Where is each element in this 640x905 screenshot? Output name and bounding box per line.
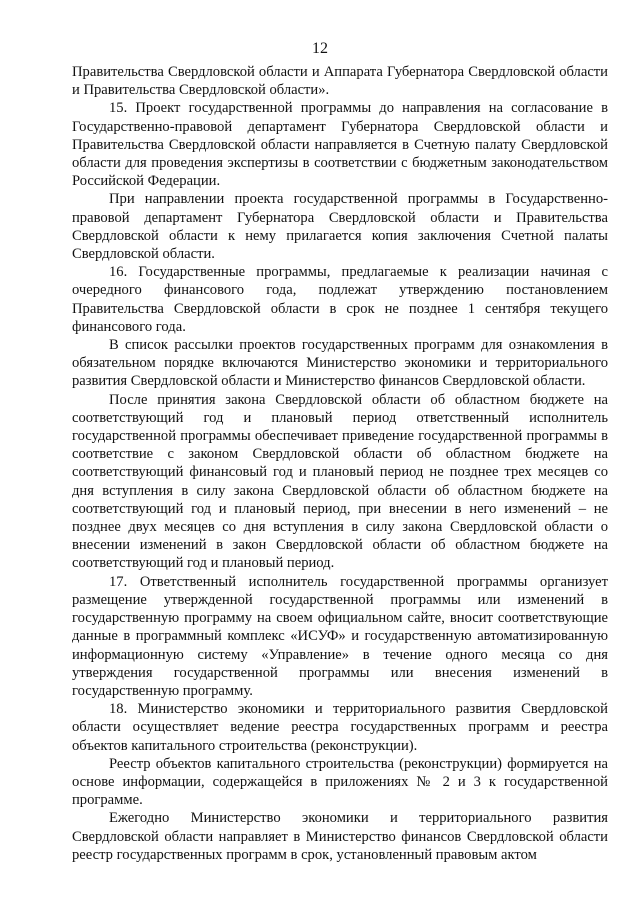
paragraph-continuation: Правительства Свердловской области и Аппарата Губернатора Свердловской области и Правительства Свердловской области».: [72, 64, 608, 99]
paragraph-item-15: 15. Проект государственной программы до направления на согласование в Государственно-правовой департамент Губернатора Свердловской области и Правительства Свердловской области направляется в Счетную палату Свердловской области для проведения экспертизы в соответствии с бюджетным законодательством Российской Федерации.: [72, 100, 608, 190]
paragraph-item-18-annual: Ежегодно Министерство экономики и территориального развития Свердловской области направляет в Министерство финансов Свердловской области реестр государственных программ в срок, установленный правовым актом: [72, 810, 608, 863]
paragraph-item-18-registry: Реестр объектов капитального строительства (реконструкции) формируется на основе информации, содержащейся в приложениях № 2 и 3 к государственной программе.: [72, 755, 608, 809]
document-body: [72, 63, 608, 864]
paragraph-item-18: 18. Министерство экономики и территориального развития Свердловской области осуществляет ведение реестра государственных программ и реестра объектов капитального строительства (реконструкции).: [72, 701, 608, 754]
paragraph-item-16-budget-alignment: После принятия закона Свердловской области об областном бюджете на соответствующий год и плановый период ответственный исполнитель государственной программы обеспечивает приведение государственной программы в соответствие с законом Свердловской области об областном бюджете на соответствующий финансовый год и плановый период не позднее трех месяцев со дня вступления в силу закона Свердловской области об областном бюджете на соответствующий год и плановый период, при внесении в него изменений – не позднее двух месяцев со дня вступления в силу закона Свердловской области о внесении изменений в закон Свердловской области об областном бюджете на соответствующий год и плановый период.: [72, 391, 608, 572]
page-number: 12: [312, 40, 328, 57]
paragraph-item-15-attachment: При направлении проекта государственной программы в Государственно-правовой департамент Губернатора Свердловской области и Правительства Свердловской области к нему прилагается копия заключения Счетной палаты Свердловской области.: [72, 191, 608, 263]
paragraph-item-16: 16. Государственные программы, предлагаемые к реализации начиная с очередного финансового года, подлежат утверждению постановлением Правительства Свердловской области в срок не позднее 1 сентября текущего финансового года.: [72, 264, 608, 335]
paragraph-item-17: 17. Ответственный исполнитель государственной программы организует размещение утвержденной государственной программы или изменений в государственную программу на своем официальном сайте, вносит соответствующие данные в программный комплекс «ИСУФ» и государственную автоматизированную информационную систему «Управление» в течение одного месяца со дня утверждения государственной программы или внесения изменений в государственную программу.: [72, 573, 608, 699]
paragraph-item-16-distribution: В список рассылки проектов государственных программ для ознакомления в обязательном порядке включаются Министерство экономики и территориального развития Свердловской области и Министерство финансов Свердловской области.: [72, 337, 608, 390]
